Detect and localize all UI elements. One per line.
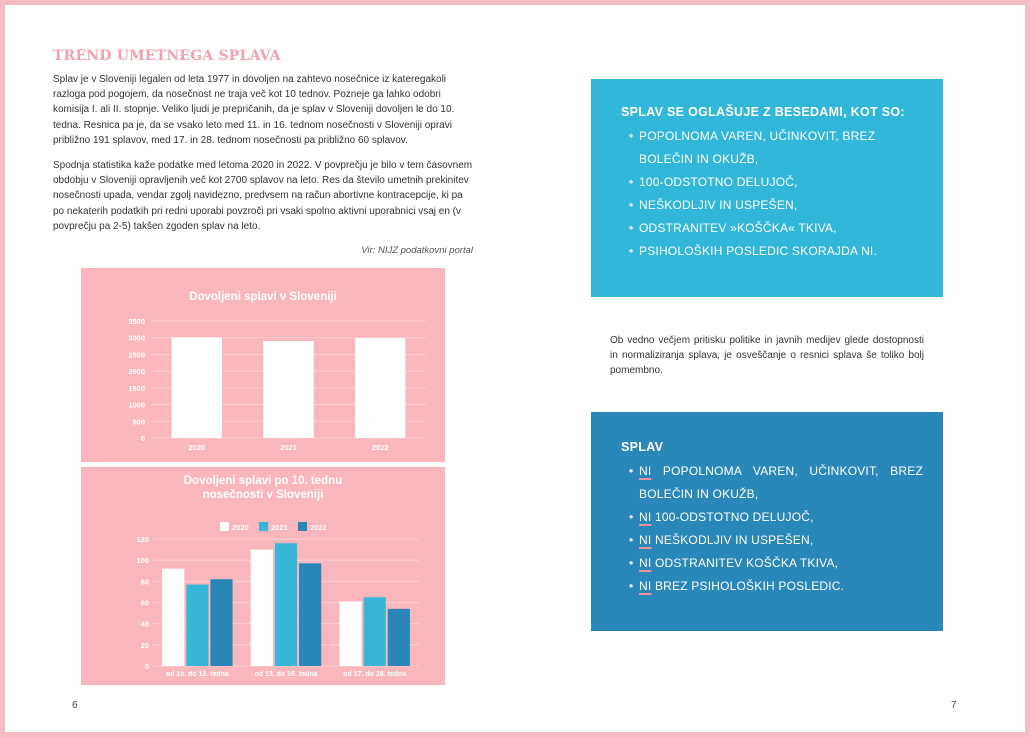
- list-item: [629, 529, 923, 552]
- list-item-text: NEŠKODLJIV IN USPEŠEN,: [639, 198, 798, 212]
- bar-2021-0: [186, 585, 208, 666]
- x-tick-label: 2021: [280, 443, 297, 452]
- chart-abortions-after-10-weeks-svg: [81, 467, 445, 685]
- source-note: Vir: NIJZ podatkovni portal: [361, 245, 473, 256]
- bullet-icon: •: [629, 510, 634, 524]
- y-tick-label: 20: [140, 640, 149, 650]
- bullet-icon: •: [629, 198, 634, 212]
- list-item-text: POPOLNOMA VAREN, UČINKOVIT, BREZ BOLEČIN IN OKUŽB,: [639, 129, 876, 166]
- bar-2021: [263, 341, 313, 438]
- truth-title: SPLAV: [621, 440, 664, 454]
- y-tick-label: 1000: [128, 400, 145, 410]
- list-item: [629, 217, 923, 240]
- chart-title-line: nosečnosti v Sloveniji: [202, 489, 324, 501]
- page-number-right: 7: [951, 700, 957, 711]
- chart-title-line: Dovoljeni splavi po 10. tednu: [183, 475, 343, 487]
- list-item-text: BREZ PSIHOLOŠKIH POSLEDIC.: [654, 579, 845, 593]
- list-item: [629, 460, 923, 506]
- bar-2020-0: [162, 569, 184, 666]
- bullet-icon: •: [629, 221, 634, 235]
- legend-swatch-2022: [298, 522, 307, 531]
- bullet-icon: •: [629, 464, 634, 478]
- x-tick-label: od 10. do 12. tedna: [165, 671, 229, 678]
- list-item-text: 100-ODSTOTNO DELUJOČ,: [639, 175, 798, 189]
- list-item: [629, 506, 923, 529]
- section-title: TREND UMETNEGA SPLAVA: [53, 48, 281, 64]
- bullet-icon: •: [629, 556, 634, 570]
- list-item: [629, 240, 923, 263]
- list-item: [629, 194, 923, 217]
- y-tick-label: 3500: [128, 317, 145, 326]
- chart-abortions-total: [81, 268, 445, 462]
- bar-2021-1: [275, 543, 297, 666]
- statistics-paragraph: Spodnja statistika kaže podatke med letoma 2020 in 2022. V povprečju je bilo v tem časovnem obdobju v Sloveniji opravljenih več kot 2700 splavov na leto. Res da število umetnih prekinitev nosečnosti upada, vendar zgolj navidezno, predvsem na račun abortivne kontracepcije, ki pa po nekaterih podatkih pri redni uporabi povzroči pri vsaki spolno aktivni uporabnici vsaj en (v povprečju pa 2-5) takšen zgoden splav na leto.: [53, 160, 473, 232]
- list-item: [629, 575, 923, 598]
- y-tick-label: 500: [132, 417, 145, 427]
- y-tick-label: 2500: [128, 350, 145, 360]
- bullet-icon: •: [629, 244, 634, 258]
- chart-title: Dovoljeni splavi v Sloveniji: [189, 291, 337, 303]
- truth-box: [591, 412, 943, 631]
- negation-prefix: NI: [639, 510, 652, 524]
- list-item-text: NEŠKODLJIV IN USPEŠEN,: [654, 533, 814, 547]
- y-tick-label: 100: [136, 556, 149, 566]
- y-tick-label: 1500: [128, 383, 145, 393]
- list-item-text: ODSTRANITEV »KOŠČKA« TKIVA,: [639, 221, 837, 235]
- bar-2021-2: [364, 597, 386, 666]
- list-item: [629, 125, 923, 171]
- negation-prefix: NI: [639, 579, 652, 593]
- list-item-text: 100-ODSTOTNO DELUJOČ,: [654, 510, 814, 524]
- x-tick-label: od 17. do 28. tedna: [343, 671, 407, 678]
- page-number-left: 6: [72, 700, 78, 711]
- bar-2020-2: [339, 601, 361, 666]
- list-item-text: POPOLNOMA VAREN, UČINKOVIT, BREZ BOLEČIN IN OKUŽB,: [639, 464, 923, 501]
- truth-list: [621, 460, 923, 598]
- negation-prefix: NI: [639, 464, 652, 478]
- advertised-claims-box: [591, 79, 943, 297]
- legend-swatch-2021: [259, 522, 268, 531]
- bullet-icon: •: [629, 579, 634, 593]
- y-tick-label: 0: [140, 434, 145, 443]
- awareness-paragraph: Ob vedno večjem pritisku politike in javnih medijev glede dostopnosti in normaliziranja splava, je osveščanje o resnici splava še toliko bolj pomembno.: [610, 335, 924, 377]
- x-tick-label: od 13. do 16. tedna: [254, 671, 318, 678]
- legend-swatch-2020: [220, 522, 229, 531]
- bullet-icon: •: [629, 129, 634, 143]
- chart-abortions-after-10-weeks: [81, 467, 445, 685]
- negation-prefix: NI: [639, 533, 652, 547]
- bar-2022: [355, 338, 405, 438]
- y-tick-label: 2000: [128, 367, 145, 377]
- list-item-text: PSIHOLOŠKIH POSLEDIC SKORAJDA NI.: [639, 244, 877, 258]
- y-tick-label: 0: [144, 662, 149, 671]
- bar-2020-1: [251, 550, 273, 666]
- intro-paragraph: Splav je v Sloveniji legalen od leta 1977 in dovoljen na zahtevo nosečnice iz kateregakoli razloga pod pogojem, da nosečnost ne traja več kot 10 tednov. Pozneje ga lahko odobri komisija I. ali II. stopnje. Veliko ljudi je prepričanih, da je splav v Sloveniji dovoljen le do 10. tedna. Resnica pa je, da se vsako leto med 11. in 16. tednom nosečnosti v Sloveniji opravi približno 191 splavov, med 17. in 28. tednom nosečnosti pa približno 60 splavov.: [53, 74, 455, 146]
- list-item-text: ODSTRANITEV KOŠČKA TKIVA,: [654, 556, 839, 570]
- y-tick-label: 80: [140, 577, 149, 587]
- legend-label: 2021: [271, 523, 288, 532]
- y-tick-label: 60: [140, 598, 149, 608]
- bar-2022-0: [210, 579, 232, 666]
- advertised-claims-list: [621, 125, 923, 263]
- chart-abortions-total-svg: [81, 268, 445, 462]
- bullet-icon: •: [629, 533, 634, 547]
- legend-label: 2022: [310, 523, 327, 532]
- bullet-icon: •: [629, 175, 634, 189]
- bar-2022-2: [388, 609, 410, 666]
- x-tick-label: 2020: [188, 443, 206, 452]
- advertised-claims-title: SPLAV SE OGLAŠUJE Z BESEDAMI, KOT SO:: [621, 105, 905, 119]
- bar-2022-1: [299, 563, 321, 666]
- negation-prefix: NI: [639, 556, 652, 570]
- bar-2020: [172, 337, 222, 438]
- y-tick-label: 120: [136, 535, 149, 544]
- legend-label: 2020: [232, 523, 249, 532]
- list-item: [629, 171, 923, 194]
- y-tick-label: 40: [140, 619, 149, 629]
- y-tick-label: 3000: [128, 333, 145, 343]
- list-item: [629, 552, 923, 575]
- x-tick-label: 2022: [371, 443, 389, 452]
